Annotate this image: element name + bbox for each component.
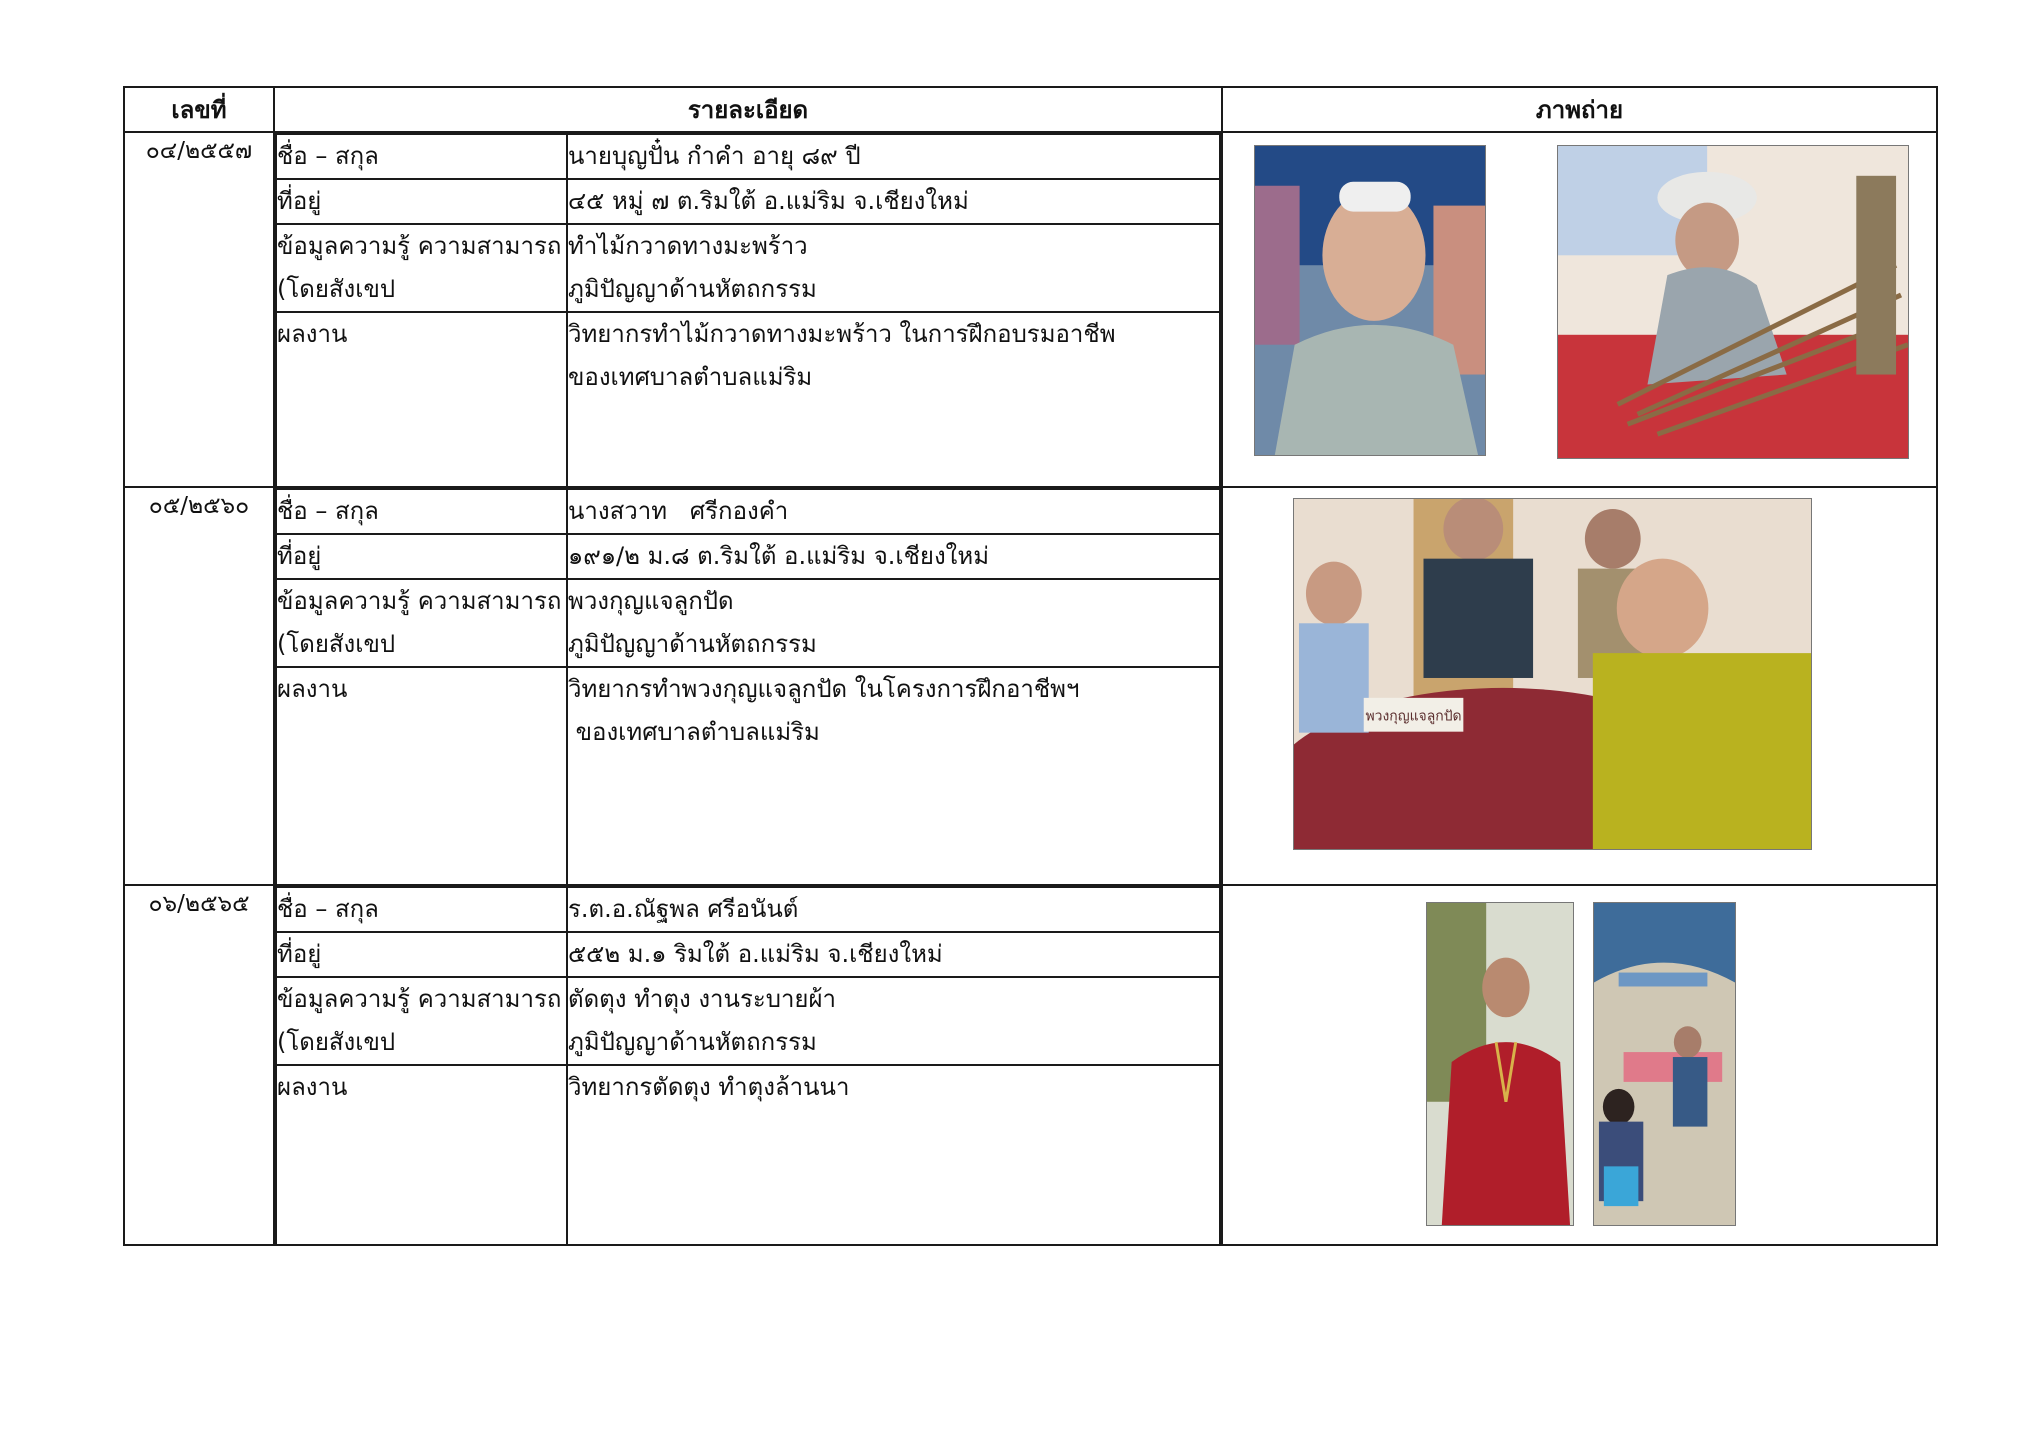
record-row [124, 885, 1937, 1245]
record-row [124, 132, 1937, 487]
works-label: ผลงาน [276, 667, 567, 884]
record-details [274, 487, 1222, 885]
broom-making-photo [1557, 145, 1909, 459]
header-details: รายละเอียด [274, 87, 1222, 132]
works-value: วิทยากรทำพวงกุญแจลูกปัด ในโครงการฝึกอาชีพฯ ของเทศบาลตำบลแม่ริม [567, 667, 1220, 884]
address-label: ที่อยู่ [276, 932, 567, 977]
record-photos [1222, 487, 1937, 885]
detail-table [275, 488, 1221, 884]
wisdom-registry-table [123, 86, 1938, 1246]
address-label: ที่อยู่ [276, 534, 567, 579]
address-value: ๕๕๒ ม.๑ ริมใต้ อ.แม่ริม จ.เชียงใหม่ [567, 932, 1220, 977]
record-number: ๐๕/๒๕๖๐ [124, 487, 274, 885]
record-number: ๐๖/๒๕๖๕ [124, 885, 274, 1245]
knowledge-value: พวงกุญแจลูกปัด ภูมิปัญญาด้านหัตถกรรม [567, 579, 1220, 667]
name-label: ชื่อ – สกุล [276, 489, 567, 534]
works-value: วิทยากรตัดตุง ทำตุงล้านนา [567, 1065, 1220, 1244]
works-value: วิทยากรทำไม้กวาดทางมะพร้าว ในการฝึกอบรมอาชีพ ของเทศบาลตำบลแม่ริม [567, 312, 1220, 486]
record-details [274, 132, 1222, 487]
knowledge-value: ตัดตุง ทำตุง งานระบายผ้า ภูมิปัญญาด้านหัตถกรรม [567, 977, 1220, 1065]
record-row [124, 487, 1937, 885]
record-number: ๐๔/๒๕๕๗ [124, 132, 274, 487]
record-photos [1222, 132, 1937, 487]
name-value: นายบุญปั๋น กำคำ อายุ ๘๙ ปี [567, 134, 1220, 179]
knowledge-label: ข้อมูลความรู้ ความสามารถ (โดยสังเขป [276, 224, 567, 312]
header-photos: ภาพถ่าย [1222, 87, 1937, 132]
address-value: ๔๕ หมู่ ๗ ต.ริมใต้ อ.แม่ริม จ.เชียงใหม่ [567, 179, 1220, 224]
detail-table [275, 133, 1221, 486]
tung-workshop-photo [1593, 902, 1736, 1226]
header-number: เลขที่ [124, 87, 274, 132]
works-label: ผลงาน [276, 1065, 567, 1244]
works-label: ผลงาน [276, 312, 567, 486]
beadwork-class-photo [1293, 498, 1812, 850]
knowledge-label: ข้อมูลความรู้ ความสามารถ (โดยสังเขป [276, 579, 567, 667]
knowledge-label: ข้อมูลความรู้ ความสามารถ (โดยสังเขป [276, 977, 567, 1065]
detail-table [275, 886, 1221, 1244]
address-label: ที่อยู่ [276, 179, 567, 224]
address-value: ๑๙๑/๒ ม.๘ ต.ริมใต้ อ.แม่ริม จ.เชียงใหม่ [567, 534, 1220, 579]
portrait-photo [1426, 902, 1574, 1226]
portrait-photo [1254, 145, 1486, 456]
record-details [274, 885, 1222, 1245]
name-label: ชื่อ – สกุล [276, 134, 567, 179]
record-photos [1222, 885, 1937, 1245]
name-value: นางสวาท ศรีกองคำ [567, 489, 1220, 534]
table-header-row [124, 87, 1937, 132]
photo-sign-text: พวงกุญแจลูกปัด [1365, 708, 1462, 725]
knowledge-value: ทำไม้กวาดทางมะพร้าว ภูมิปัญญาด้านหัตถกรรม [567, 224, 1220, 312]
name-label: ชื่อ – สกุล [276, 887, 567, 932]
name-value: ร.ต.อ.ณัฐพล ศรีอนันต์ [567, 887, 1220, 932]
